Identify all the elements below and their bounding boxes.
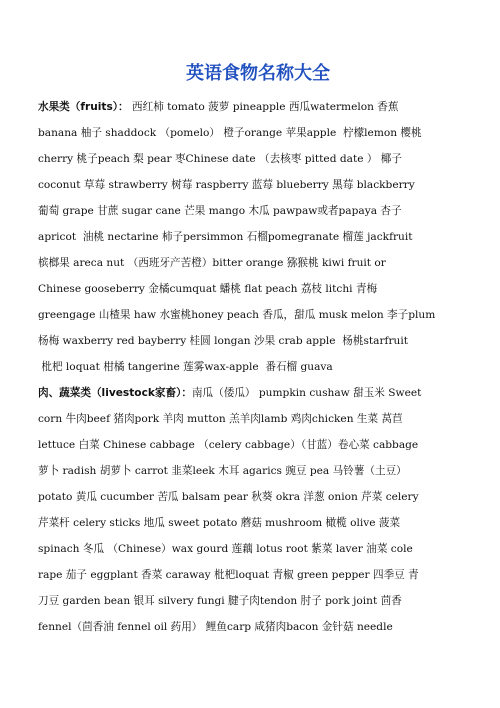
line-text: rape 茄子 eggplant 香菜 caraway 枇杷loquat 青椒 green pepper 四季豆 青 (38, 569, 419, 581)
line-text: lettuce 白菜 Chinese cabbage （celery cabbage）（甘蓝）卷心菜 cabbage (38, 439, 419, 451)
line-text: Chinese gooseberry 金橘cumquat 蟠桃 flat peach 荔枝 litchi 青梅 (38, 283, 378, 295)
line-text: 槟榔果 areca nut （西班牙产苦橙）bitter orange 猕猴桃 kiwi fruit or (38, 257, 386, 269)
text-line (38, 276, 478, 302)
document-body (38, 94, 478, 640)
text-line (38, 224, 478, 250)
text-line (38, 120, 478, 146)
line-text: 杨梅 waxberry red bayberry 桂圆 longan 沙果 crab apple 杨桃starfruit (38, 335, 408, 347)
line-text: 西红柿 tomato 菠萝 pineapple 西瓜watermelon 香蕉 (128, 101, 399, 113)
line-text: 刀豆 garden bean 银耳 silvery fungi 腱子肉tendon 肘子 pork joint 茴香 (38, 595, 402, 607)
text-line (38, 250, 478, 276)
line-text: 葡萄 grape 甘蔗 sugar cane 芒果 mango 木瓜 pawpaw或者papaya 杏子 (38, 205, 402, 217)
section-heading: 水果类（fruits）： (38, 101, 129, 113)
text-line (38, 614, 478, 640)
text-line (38, 484, 478, 510)
line-text: apricot 油桃 nectarine 柿子persimmon 石榴pomegranate 榴莲 jackfruit (38, 231, 413, 243)
text-line (38, 146, 478, 172)
text-line (38, 432, 478, 458)
text-line (38, 94, 478, 120)
line-text: 芹菜杆 celery sticks 地瓜 sweet potato 蘑菇 mushroom 橄榄 olive 菠菜 (38, 517, 401, 529)
text-line (38, 198, 478, 224)
line-text: 萝卜 radish 胡萝卜 carrot 韭菜leek 木耳 agarics 豌豆 pea 马铃薯（土豆） (38, 465, 407, 477)
section-heading: 肉、蔬菜类（livestock家畜）： (38, 387, 192, 399)
text-line (38, 172, 478, 198)
text-line (38, 510, 478, 536)
text-line (38, 458, 478, 484)
line-text: fennel（茴香油 fennel oil 药用） 鲤鱼carp 咸猪肉bacon 金针菇 needle (38, 621, 393, 633)
text-line (38, 588, 478, 614)
document-title: 英语食物名称大全 (186, 63, 330, 84)
line-text: coconut 草莓 strawberry 树莓 raspberry 蓝莓 blueberry 黑莓 blackberry (38, 179, 415, 191)
line-text: potato 黄瓜 cucumber 苦瓜 balsam pear 秋葵 okra 洋葱 onion 芹菜 celery (38, 491, 419, 503)
line-text: corn 牛肉beef 猪肉pork 羊肉 mutton 羔羊肉lamb 鸡肉chicken 生菜 莴苣 (38, 413, 403, 425)
text-line (38, 328, 478, 354)
text-line (38, 302, 478, 328)
line-text: spinach 冬瓜 （Chinese）wax gourd 莲藕 lotus root 紫菜 laver 油菜 cole (38, 543, 413, 555)
text-line (38, 406, 478, 432)
text-line (38, 562, 478, 588)
text-line (38, 354, 478, 380)
line-text: 南瓜（倭瓜） pumpkin cushaw 甜玉米 Sweet (191, 387, 422, 399)
text-line (38, 536, 478, 562)
line-text: greengage 山楂果 haw 水蜜桃honey peach 香瓜，甜瓜 musk melon 李子plum (38, 309, 436, 321)
line-text: banana 柚子 shaddock （pomelo） 橙子orange 苹果apple 柠檬lemon 樱桃 (38, 127, 422, 139)
text-line (38, 380, 478, 406)
line-text: cherry 桃子peach 梨 pear 枣Chinese date （去核枣 pitted date ） 椰子 (38, 153, 402, 165)
line-text: 枇杷 loquat 柑橘 tangerine 莲雾wax-apple 番石榴 guava (38, 361, 333, 373)
